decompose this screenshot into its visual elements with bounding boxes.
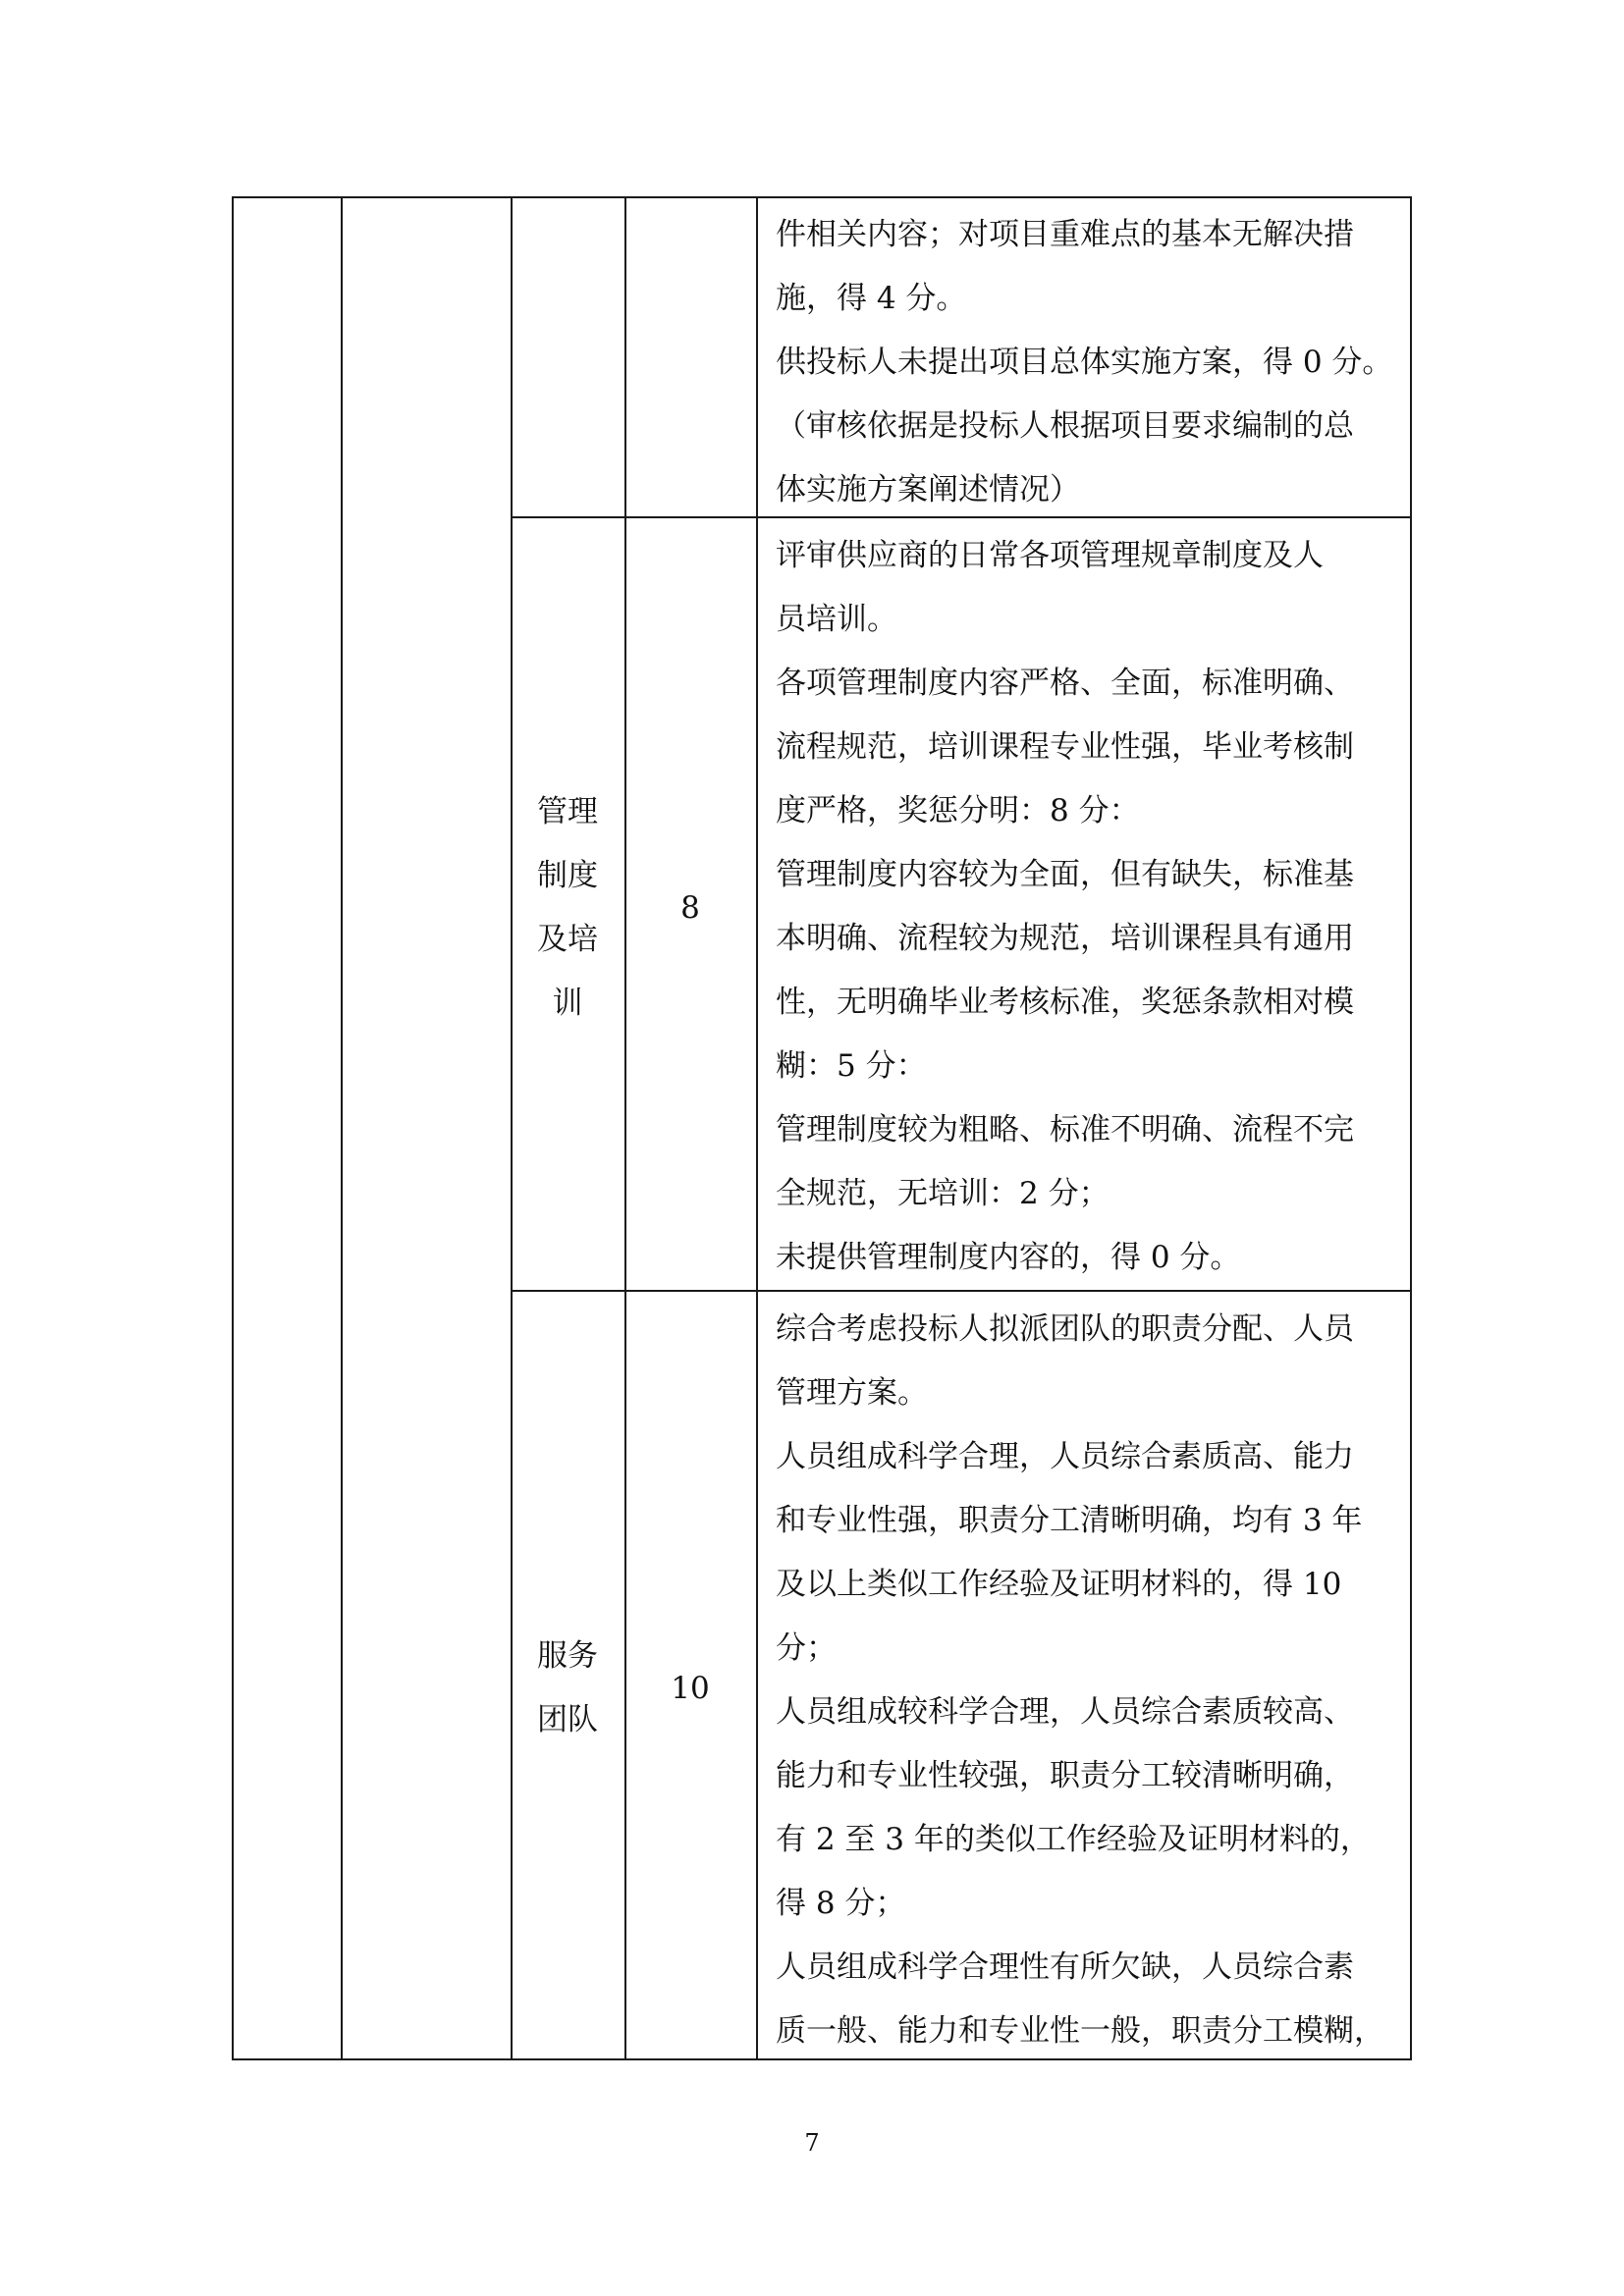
desc-line: 及以上类似工作经验及证明材料的，得 10 xyxy=(776,1567,1342,1602)
row-divider-2 xyxy=(511,1290,1412,1292)
table-border-right xyxy=(1410,196,1412,2060)
desc-line: 分； xyxy=(776,1630,837,1666)
row0-description xyxy=(776,203,1392,522)
row1-item-name xyxy=(511,780,624,1036)
row2-description xyxy=(776,1298,1384,2063)
table-divider-col1 xyxy=(341,196,343,2060)
desc-line: 全规范，无培训：2 分； xyxy=(776,1176,1110,1211)
desc-line: 度严格，奖惩分明：8 分： xyxy=(776,793,1140,828)
name-line: 训 xyxy=(552,986,583,1021)
desc-line: 管理制度内容较为全面，但有缺失，标准基 xyxy=(776,857,1354,892)
desc-line: 人员组成科学合理，人员综合素质高、能力 xyxy=(776,1439,1354,1474)
desc-line: 未提供管理制度内容的，得 0 分。 xyxy=(776,1240,1241,1275)
desc-line: 能力和专业性较强，职责分工较清晰明确， xyxy=(776,1758,1354,1793)
desc-line: 评审供应商的日常各项管理规章制度及人 xyxy=(776,538,1324,573)
desc-line: 质一般、能力和专业性一般，职责分工模糊， xyxy=(776,2013,1384,2049)
row1-score: 8 xyxy=(680,890,700,926)
desc-line: 施，得 4 分。 xyxy=(776,281,967,316)
name-line: 团队 xyxy=(537,1702,598,1737)
desc-line: （审核依据是投标人根据项目要求编制的总 xyxy=(776,408,1354,444)
desc-line: 本明确、流程较为规范，培训课程具有通用 xyxy=(776,921,1354,956)
desc-line: 流程规范，培训课程专业性强，毕业考核制 xyxy=(776,729,1354,765)
desc-line: 件相关内容；对项目重难点的基本无解决措 xyxy=(776,217,1354,252)
desc-line: 管理方案。 xyxy=(776,1375,928,1411)
row1-description xyxy=(776,524,1354,1290)
name-line: 管理 xyxy=(537,794,598,829)
desc-line: 管理制度较为粗略、标准不明确、流程不完 xyxy=(776,1112,1354,1148)
name-line: 制度 xyxy=(537,858,598,893)
name-line: 服务 xyxy=(537,1638,598,1674)
desc-line: 性，无明确毕业考核标准，奖惩条款相对模 xyxy=(776,985,1354,1020)
desc-line: 糊：5 分： xyxy=(776,1048,927,1084)
desc-line: 有 2 至 3 年的类似工作经验及证明材料的， xyxy=(776,1822,1371,1857)
desc-line: 人员组成较科学合理，人员综合素质较高、 xyxy=(776,1694,1354,1730)
table-divider-col4 xyxy=(756,196,758,2060)
page-number: 7 xyxy=(804,2129,820,2157)
desc-line: 员培训。 xyxy=(776,602,897,637)
desc-line: 人员组成科学合理性有所欠缺，人员综合素 xyxy=(776,1949,1354,1985)
table-divider-col3 xyxy=(624,196,626,2060)
row2-item-name xyxy=(511,1625,624,1752)
desc-line: 各项管理制度内容严格、全面，标准明确、 xyxy=(776,666,1354,701)
name-line: 及培 xyxy=(537,922,598,957)
table-border-top xyxy=(232,196,1412,198)
desc-line: 得 8 分； xyxy=(776,1886,906,1921)
desc-line: 和专业性强，职责分工清晰明确，均有 3 年 xyxy=(776,1503,1363,1538)
table-border-left xyxy=(232,196,234,2060)
desc-line: 综合考虑投标人拟派团队的职责分配、人员 xyxy=(776,1311,1354,1347)
desc-line: 供投标人未提出项目总体实施方案，得 0 分。 xyxy=(776,345,1393,380)
desc-line: 体实施方案阐述情况） xyxy=(776,472,1080,507)
table-divider-col2 xyxy=(511,196,513,2060)
row2-score: 10 xyxy=(671,1671,710,1706)
